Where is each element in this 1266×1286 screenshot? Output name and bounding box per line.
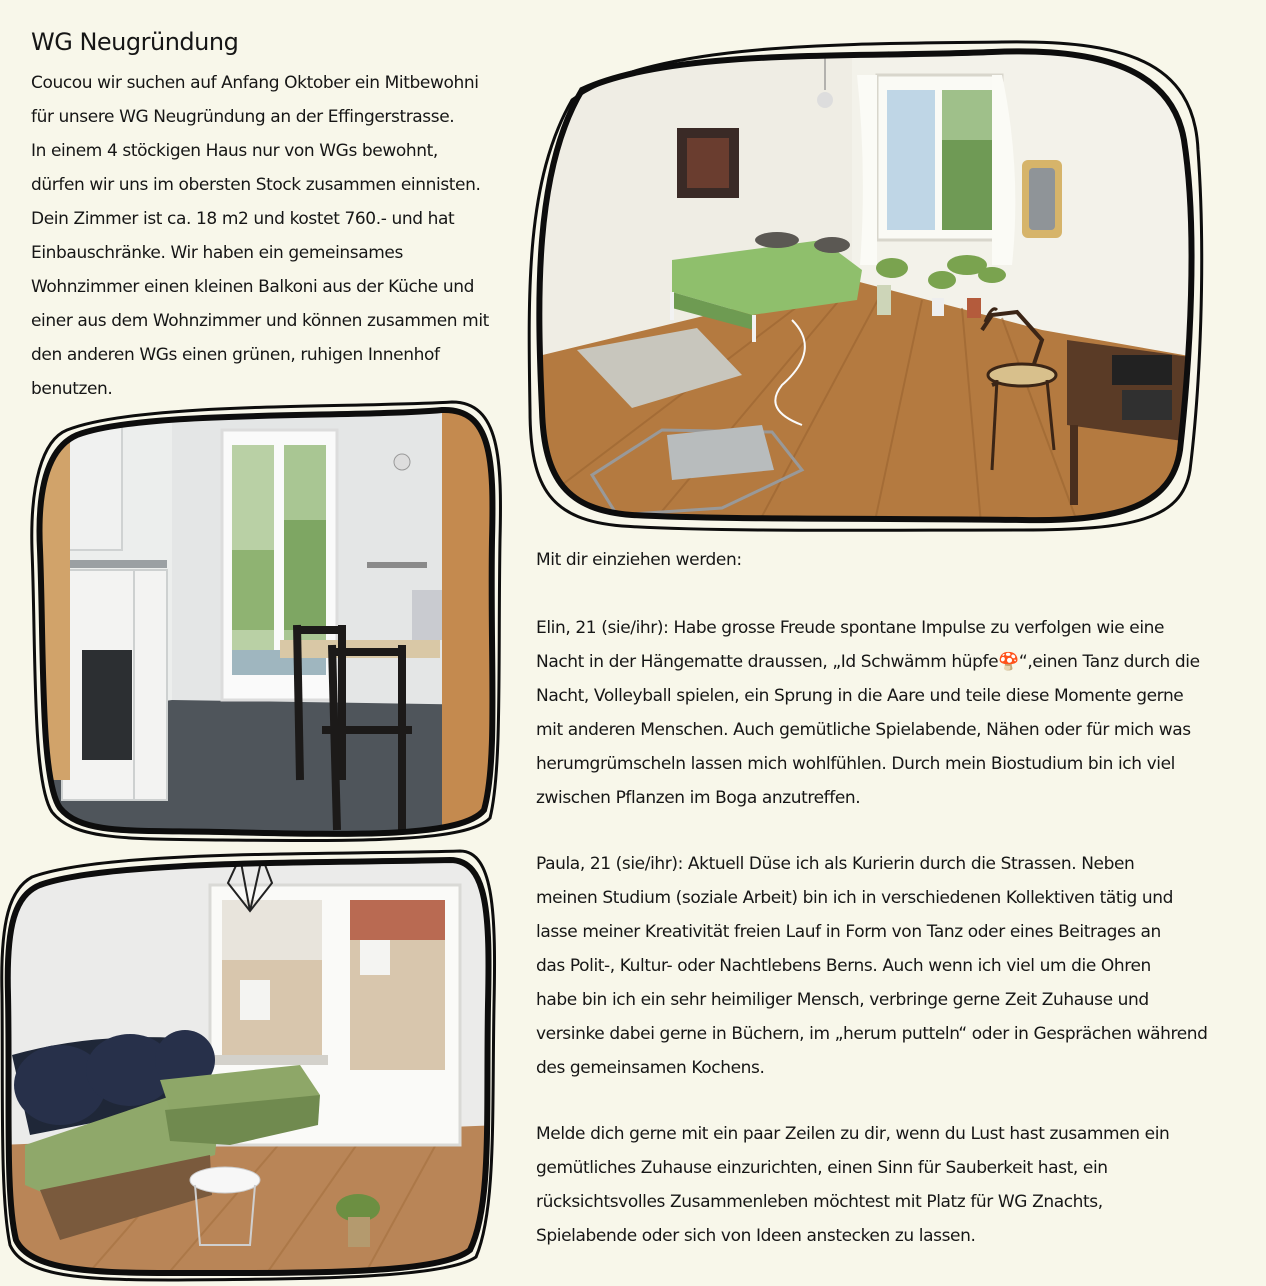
paula-line: lasse meiner Kreativität freien Lauf in Form von Tanz oder eines Beitrages an (536, 922, 1161, 942)
intro-line: den anderen WGs einen grünen, ruhigen Innenhof (31, 345, 440, 365)
paula-line: des gemeinsamen Kochens. (536, 1058, 765, 1078)
closing-line: rücksichtsvolles Zusammenleben möchtest mit Platz für WG Znachts, (536, 1192, 1103, 1212)
elin-line: mit anderen Menschen. Auch gemütliche Spielabende, Nähen oder für mich was (536, 720, 1191, 740)
paula-line: Paula, 21 (sie/ihr): Aktuell Düse ich als Kurierin durch die Strassen. Neben (536, 854, 1135, 874)
intro-line: für unsere WG Neugründung an der Effingerstrasse. (31, 107, 455, 127)
living-room-photo (0, 845, 500, 1283)
intro-line: dürfen wir uns im obersten Stock zusammen einnisten. (31, 175, 481, 195)
closing-line: Spielabende oder sich von Ideen anstecken zu lassen. (536, 1226, 976, 1246)
elin-line: Elin, 21 (sie/ihr): Habe grosse Freude spontane Impulse zu verfolgen wie eine (536, 618, 1165, 638)
moving-in-heading (536, 543, 1256, 577)
intro-line: benutzen. (31, 379, 113, 399)
elin-paragraph (536, 611, 1256, 815)
intro-line: Einbauschränke. Wir haben ein gemeinsames (31, 243, 403, 263)
moving-in-heading-text: Mit dir einziehen werden: (536, 550, 742, 570)
intro-line: Wohnzimmer einen kleinen Balkoni aus der Küche und (31, 277, 474, 297)
intro-line: Dein Zimmer ist ca. 18 m2 und kostet 760.- und hat (31, 209, 455, 229)
elin-line: Nacht, Volleyball spielen, ein Sprung in die Aare und teile diese Momente gerne (536, 686, 1184, 706)
intro-line: Coucou wir suchen auf Anfang Oktober ein Mitbewohni (31, 73, 479, 93)
paula-paragraph (536, 847, 1256, 1085)
intro-text (31, 66, 521, 406)
kitchen-photo (22, 400, 502, 845)
closing-paragraph (536, 1117, 1256, 1253)
paula-line: versinke dabei gerne in Büchern, im „herum putteln“ oder in Gesprächen während (536, 1024, 1208, 1044)
closing-line: Melde dich gerne mit ein paar Zeilen zu dir, wenn du Lust hast zusammen ein (536, 1124, 1170, 1144)
paula-line: habe bin ich ein sehr heimiliger Mensch, verbringe gerne Zeit Zuhause und (536, 990, 1149, 1010)
paula-line: meinen Studium (soziale Arbeit) bin ich in verschiedenen Kollektiven tätig und (536, 888, 1173, 908)
intro-line: In einem 4 stöckigen Haus nur von WGs bewohnt, (31, 141, 438, 161)
paula-line: das Polit-, Kultur- oder Nachtlebens Berns. Auch wenn ich viel um die Ohren (536, 956, 1151, 976)
page-title: WG Neugründung (31, 28, 239, 56)
elin-line: zwischen Pflanzen im Boga anzutreffen. (536, 788, 861, 808)
elin-line: Nacht in der Hängematte draussen, „Id Schwämm hüpfe🍄“,einen Tanz durch die (536, 652, 1200, 672)
closing-line: gemütliches Zuhause einzurichten, einen Sinn für Sauberkeit hast, ein (536, 1158, 1108, 1178)
bedroom-photo (522, 30, 1212, 535)
intro-line: einer aus dem Wohnzimmer und können zusammen mit (31, 311, 489, 331)
elin-line: herumgrümscheln lassen mich wohlfühlen. Durch mein Biostudium bin ich viel (536, 754, 1175, 774)
